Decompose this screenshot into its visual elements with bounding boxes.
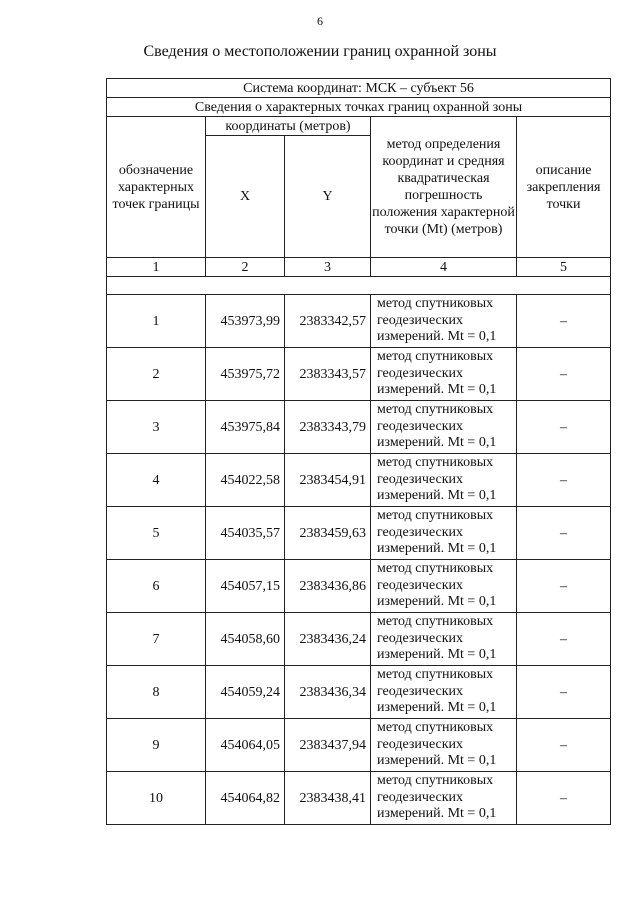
y-coordinate-cell: 2383437,94 <box>285 719 371 772</box>
y-coordinate-cell: 2383343,79 <box>285 401 371 454</box>
table-system-row <box>107 79 611 98</box>
spacer-cell <box>107 277 611 295</box>
x-coordinate-cell: 454035,57 <box>206 507 285 560</box>
method-cell: метод спутниковых геодезических измерений. Мt = 0,1 <box>371 454 517 507</box>
point-number-cell: 7 <box>107 613 206 666</box>
point-number-cell: 4 <box>107 454 206 507</box>
table-section-row <box>107 98 611 117</box>
point-number-cell: 8 <box>107 666 206 719</box>
point-number-cell: 10 <box>107 772 206 825</box>
column-number: 3 <box>285 258 371 277</box>
point-number-cell: 9 <box>107 719 206 772</box>
coordinates-table <box>106 78 611 825</box>
header-y: Y <box>285 136 371 258</box>
table-row <box>107 613 611 666</box>
method-cell: метод спутниковых геодезических измерений. Мt = 0,1 <box>371 772 517 825</box>
description-cell: – <box>517 719 611 772</box>
y-coordinate-cell: 2383454,91 <box>285 454 371 507</box>
x-coordinate-cell: 454064,05 <box>206 719 285 772</box>
description-cell: – <box>517 666 611 719</box>
method-cell: метод спутниковых геодезических измерений. Мt = 0,1 <box>371 295 517 348</box>
method-cell: метод спутниковых геодезических измерений. Мt = 0,1 <box>371 401 517 454</box>
column-numbers-row <box>107 258 611 277</box>
description-cell: – <box>517 454 611 507</box>
description-cell: – <box>517 772 611 825</box>
y-coordinate-cell: 2383459,63 <box>285 507 371 560</box>
table-row <box>107 454 611 507</box>
y-coordinate-cell: 2383343,57 <box>285 348 371 401</box>
table-row <box>107 772 611 825</box>
x-coordinate-cell: 454057,15 <box>206 560 285 613</box>
point-number-cell: 6 <box>107 560 206 613</box>
y-coordinate-cell: 2383342,57 <box>285 295 371 348</box>
header-coordinates: координаты (метров) <box>206 117 371 136</box>
method-cell: метод спутниковых геодезических измерений. Мt = 0,1 <box>371 613 517 666</box>
description-cell: – <box>517 348 611 401</box>
x-coordinate-cell: 454064,82 <box>206 772 285 825</box>
point-number-cell: 2 <box>107 348 206 401</box>
y-coordinate-cell: 2383436,34 <box>285 666 371 719</box>
document-title: Сведения о местоположении границ охранной зоны <box>143 43 497 60</box>
method-cell: метод спутниковых геодезических измерений. Мt = 0,1 <box>371 560 517 613</box>
header-row <box>107 117 611 136</box>
x-coordinate-cell: 454059,24 <box>206 666 285 719</box>
column-number: 2 <box>206 258 285 277</box>
description-cell: – <box>517 613 611 666</box>
column-number: 1 <box>107 258 206 277</box>
method-cell: метод спутниковых геодезических измерений. Мt = 0,1 <box>371 666 517 719</box>
page-number: 6 <box>317 14 323 28</box>
header-x: X <box>206 136 285 258</box>
description-cell: – <box>517 507 611 560</box>
y-coordinate-cell: 2383436,86 <box>285 560 371 613</box>
column-number: 5 <box>517 258 611 277</box>
spacer-row <box>107 277 611 295</box>
x-coordinate-cell: 453975,84 <box>206 401 285 454</box>
column-number: 4 <box>371 258 517 277</box>
coordinate-system-cell: Система координат: МСК – субъект 56 <box>107 79 611 98</box>
table-row <box>107 666 611 719</box>
y-coordinate-cell: 2383436,24 <box>285 613 371 666</box>
x-coordinate-cell: 454022,58 <box>206 454 285 507</box>
point-number-cell: 5 <box>107 507 206 560</box>
description-cell: – <box>517 295 611 348</box>
method-cell: метод спутниковых геодезических измерений. Мt = 0,1 <box>371 719 517 772</box>
table-row <box>107 295 611 348</box>
header-designation: обозначение характерных точек границы <box>107 117 206 258</box>
table-row <box>107 719 611 772</box>
method-cell: метод спутниковых геодезических измерений. Мt = 0,1 <box>371 507 517 560</box>
header-method: метод определения координат и средняя квадратическая погрешность положения характерной точки (Мt) (метров) <box>371 117 517 258</box>
x-coordinate-cell: 454058,60 <box>206 613 285 666</box>
description-cell: – <box>517 560 611 613</box>
table-row <box>107 507 611 560</box>
section-title-cell: Сведения о характерных точках границ охранной зоны <box>107 98 611 117</box>
table-row <box>107 560 611 613</box>
table-row <box>107 401 611 454</box>
table-row <box>107 348 611 401</box>
point-number-cell: 1 <box>107 295 206 348</box>
method-cell: метод спутниковых геодезических измерений. Мt = 0,1 <box>371 348 517 401</box>
x-coordinate-cell: 453973,99 <box>206 295 285 348</box>
description-cell: – <box>517 401 611 454</box>
x-coordinate-cell: 453975,72 <box>206 348 285 401</box>
y-coordinate-cell: 2383438,41 <box>285 772 371 825</box>
point-number-cell: 3 <box>107 401 206 454</box>
header-description: описание закрепления точки <box>517 117 611 258</box>
